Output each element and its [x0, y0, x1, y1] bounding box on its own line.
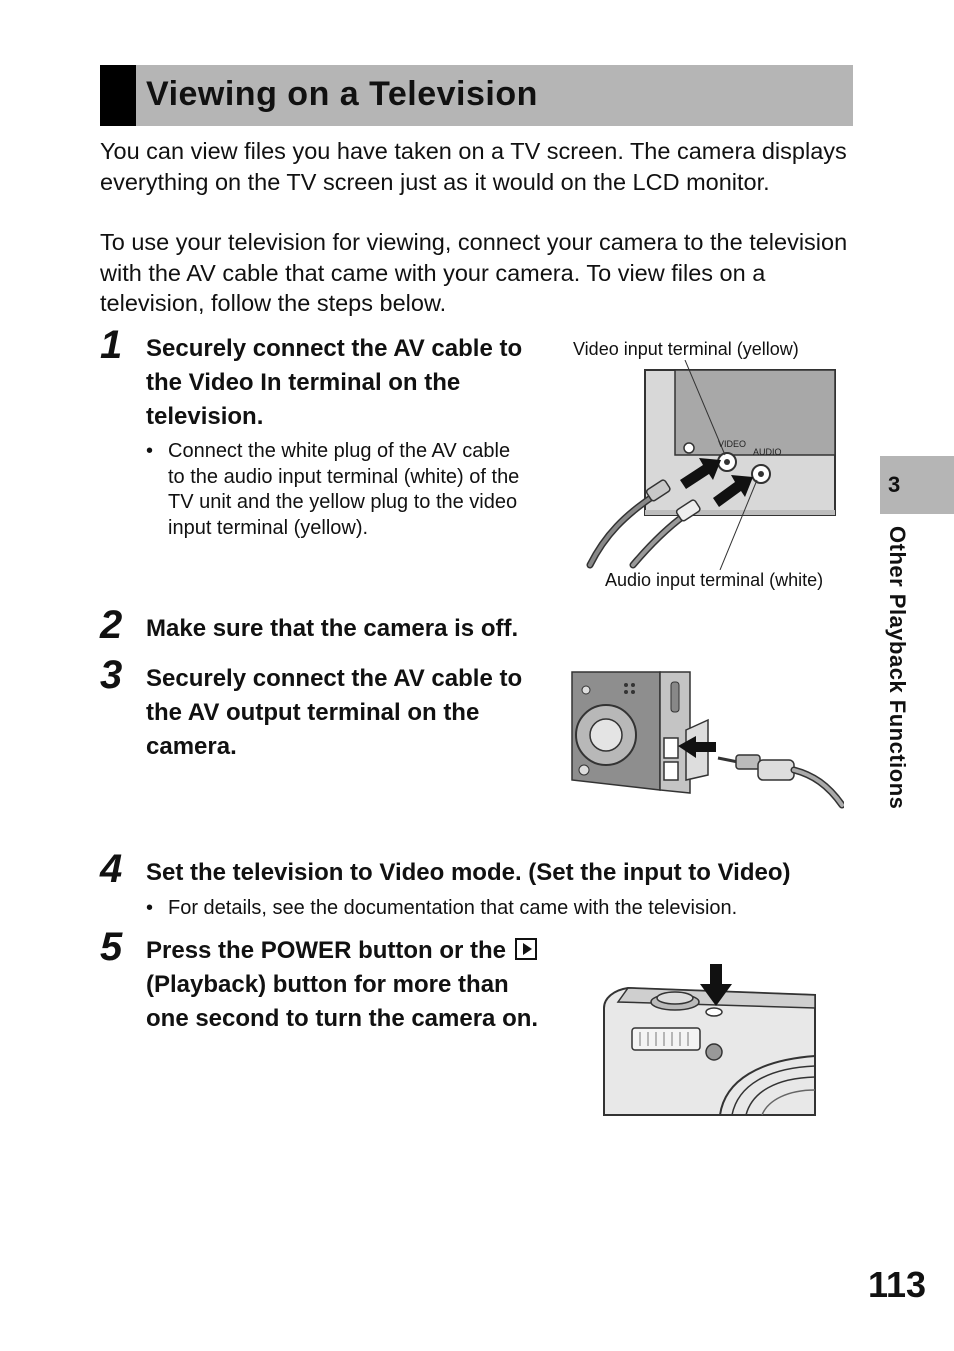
step-4-bullet — [146, 896, 866, 922]
step-5-text — [146, 934, 546, 1036]
playback-icon — [515, 938, 537, 960]
bullet-dot: • — [146, 897, 154, 919]
step-number-2: 2 — [100, 603, 123, 647]
step-number-5: 5 — [100, 925, 123, 969]
step-4-bullet-text: For details, see the documentation that came with the television. — [168, 897, 738, 919]
flash-icon — [632, 1028, 700, 1050]
power-button-icon — [706, 1008, 722, 1016]
camera-av-port-illustration — [568, 670, 844, 815]
step-2-text: Make sure that the camera is off. — [146, 615, 519, 642]
chapter-label: Other Playback Functions — [885, 526, 910, 810]
step-number-1: 1 — [100, 323, 123, 367]
camera-power-button-illustration — [600, 960, 818, 1118]
tv-label-video: VIDEO — [718, 439, 747, 449]
step-4-text: Set the television to Video mode. (Set the input to Video) — [146, 859, 791, 886]
page-number: 113 — [868, 1264, 927, 1305]
intro-paragraph-1: You can view files you have taken on a TV screen. The camera displays everything on the TV screen just as it would on the LCD monitor. — [100, 138, 847, 195]
caption-audio-input: Audio input terminal (white) — [605, 570, 824, 590]
bullet-dot: • — [146, 440, 154, 462]
chapter-number: 3 — [888, 472, 901, 497]
tv-connection-illustration — [585, 360, 840, 570]
chapter-tab — [880, 456, 954, 514]
page-title: Viewing on a Television — [146, 75, 538, 113]
title-marker-block — [100, 65, 136, 126]
step-5-text-after-icon: (Playback) button for more than one second to turn the camera on. — [146, 971, 539, 1032]
tv-label-audio: AUDIO — [753, 447, 782, 457]
step-number-4: 4 — [100, 847, 123, 891]
step-number-3: 3 — [100, 653, 123, 697]
av-output-terminal-icon — [664, 738, 678, 758]
step-1-bullet-text: Connect the white plug of the AV cable to the audio input terminal (white) of the TV unit and the yellow plug to the video input terminal (yellow). — [168, 440, 520, 539]
step-1-text: Securely connect the AV cable to the Video In terminal on the television. — [146, 335, 523, 430]
caption-video-input: Video input terminal (yellow) — [573, 339, 799, 359]
section-title-bar — [100, 65, 853, 126]
step-1-bullet — [146, 439, 526, 541]
step-3-text: Securely connect the AV cable to the AV output terminal on the camera. — [146, 665, 523, 760]
intro-paragraph-2: To use your television for viewing, connect your camera to the television with the AV cable that came with your camera. To view files on a television, follow the steps below. — [100, 229, 848, 316]
step-5-text-before-icon: Press the POWER button or the — [146, 937, 507, 964]
tv-sensor-icon — [684, 443, 694, 453]
